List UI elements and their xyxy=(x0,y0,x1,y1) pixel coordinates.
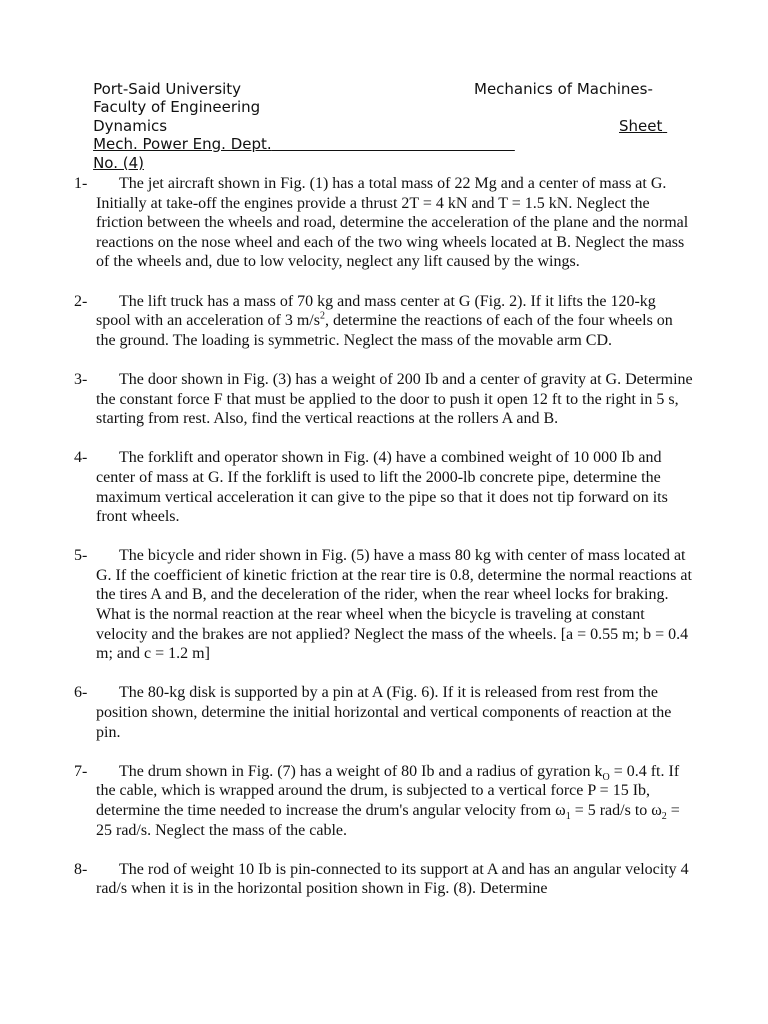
sheet-number-line xyxy=(74,135,694,172)
document-header xyxy=(74,61,694,172)
problem-number: 8- xyxy=(74,860,88,878)
sheet-label xyxy=(619,117,667,136)
problem-text-content: The bicycle and rider shown in Fig. (5) have a mass 80 kg with center of mass located at G. If the coefficient of kinetic friction at the rear tire is 0.8, determine the normal reactions at the tires A and B, and the deceleration of the rider, when the rear wheel locks for braking. What is the normal reaction at the rear wheel when the bicycle is traveling at constant velocity and the brakes are not applied? Neglect the mass of the wheels. [a = 0.55 m; b = 0.4 m; and c = 1.2 m] xyxy=(96,547,692,663)
problem-number: 6- xyxy=(74,684,88,702)
problem-text xyxy=(96,860,694,899)
problem-text-content: The rod of weight 10 Ib is pin-connected to its support at A and has an angular velocity 4 rad/s when it is in the horizontal position shown in Fig. (8). Determine xyxy=(96,860,689,898)
problem-text-content: The jet aircraft shown in Fig. (1) has a total mass of 22 Mg and a center of mass at G. Initially at take-off the engines provide a thrust 2T = 4 kN and T = 1.5 kN. Neglect the friction between the wheels and road, determine the acceleration of the plane and the normal reactions on the nose wheel and each of the two wing wheels located at B. Neglect the mass of the wheels and, due to low velocity, neglect any lift caused by the wings. xyxy=(96,175,689,271)
course-title-cont: Dynamics xyxy=(93,116,168,135)
problem-item xyxy=(74,683,694,742)
problem-item xyxy=(74,546,694,664)
subscript: O xyxy=(602,772,610,783)
university-name: Port-Said University xyxy=(93,79,242,98)
problem-item xyxy=(74,292,694,351)
problem-text xyxy=(96,683,694,742)
problem-list xyxy=(74,174,694,919)
problem-text-content: The forklift and operator shown in Fig. (4) have a combined weight of 10 000 Ib and center of mass at G. If the forklift is used to lift the 2000-lb concrete pipe, determine the maximum vertical acceleration it can give to the pipe so that it does not tip forward on its front wheels. xyxy=(96,449,668,526)
superscript: 2 xyxy=(319,310,325,322)
sheet-number: No. (4) xyxy=(93,153,144,172)
problem-text-content: The drum shown in Fig. (7) has a weight of 80 Ib and a radius of gyration k xyxy=(119,762,603,780)
department-text: Mech. Power Eng. Dept. xyxy=(93,135,272,153)
problem-item xyxy=(74,762,694,840)
problem-text xyxy=(96,370,694,429)
problem-text-content: The door shown in Fig. (3) has a weight of 200 Ib and a center of gravity at G. Determine the constant force F that must be applied to the door to push it open 12 ft to the right in 5 s, starting from rest. Also, find the vertical reactions at the rollers A and B. xyxy=(96,370,693,428)
problem-number: 1- xyxy=(74,175,88,192)
course-title: Mechanics of Machines- xyxy=(474,79,653,98)
problem-text xyxy=(96,762,694,840)
problem-item xyxy=(74,370,694,429)
problem-text xyxy=(96,448,694,526)
sheet-label-text: Sheet xyxy=(619,116,663,135)
problem-item xyxy=(74,448,694,526)
problem-text-content: , determine the reactions of each of the four wheels on the ground. The loading is symmetric. Neglect the mass of the movable arm CD. xyxy=(96,312,673,349)
department-line xyxy=(74,116,694,153)
problem-text xyxy=(96,546,694,664)
problem-item xyxy=(74,860,694,899)
problem-text-content: The lift truck has a mass of 70 kg and mass center at G (Fig. 2). If it lifts the 120-kg spool with an acceleration of 3 m/s xyxy=(96,292,656,330)
problem-number: 7- xyxy=(74,762,88,780)
problem-text xyxy=(96,174,694,272)
subscript: 2 xyxy=(661,811,667,823)
faculty-name: Faculty of Engineering xyxy=(93,98,261,116)
problem-text-content: = 25 rad/s. Neglect the mass of the cable. xyxy=(96,802,680,839)
problem-text-content: = 5 rad/s to ω xyxy=(570,802,662,819)
problem-number: 3- xyxy=(74,370,88,388)
faculty-line xyxy=(74,79,694,116)
problem-text xyxy=(96,292,694,351)
problem-number: 4- xyxy=(74,449,88,467)
problem-text-content: The 80-kg disk is supported by a pin at A (Fig. 6). If it is released from rest from the position shown, determine the initial horizontal and vertical components of reaction at the pin. xyxy=(96,684,672,741)
subscript: 1 xyxy=(565,811,571,823)
problem-number: 2- xyxy=(74,292,88,310)
problem-text-content: = 0.4 ft. If the cable, which is wrapped around the drum, is subjected to a vertical force P = 15 Ib, determine the time needed to increase the drum's angular velocity from ω xyxy=(96,762,680,819)
problem-number: 5- xyxy=(74,547,88,565)
problem-item xyxy=(74,174,694,272)
